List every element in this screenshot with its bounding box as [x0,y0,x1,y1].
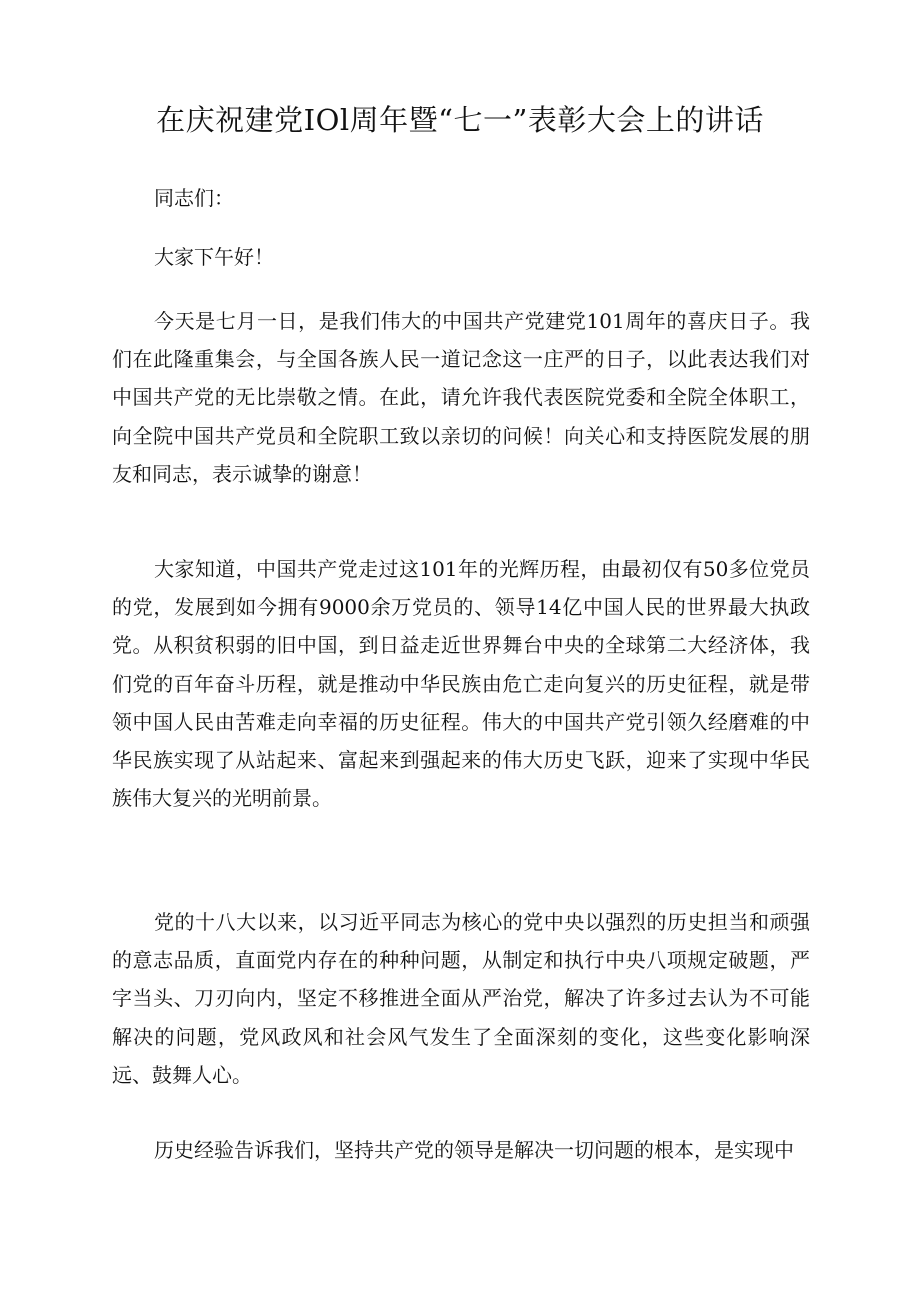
greeting: 大家下午好！ [154,245,274,269]
paragraph-3: 党的十八大以来，以习近平同志为核心的党中央以强烈的历史担当和顽强的意志品质，直面党内存在的种种问题，从制定和执行中央八项规定破题，严字当头、刀刃向内，坚定不移推进全面从严治党，解决了许多过去认为不可能解决的问题，党风政风和社会风气发生了全面深刻的变化，这些变化影响深远、鼓舞人心。 [112,910,810,1087]
paragraph-2: 大家知道，中国共产党走过这101年的光辉历程，由最初仅有50多位党员的党，发展到如今拥有9000余万党员的、领导14亿中国人民的世界最大执政党。从积贫积弱的旧中国，到日益走近世界舞台中央的全球第二大经济体，我们党的百年奋斗历程，就是推动中华民族由危亡走向复兴的历史征程，就是带领中国人民由苦难走向幸福的历史征程。伟大的中国共产党引领久经磨难的中华民族实现了从站起来、富起来到强起来的伟大历史飞跃，迎来了实现中华民族伟大复兴的光明前景。 [112,557,810,811]
paragraph-1: 今天是七月一日，是我们伟大的中国共产党建党101周年的喜庆日子。我们在此隆重集会，与全国各族人民一道记念这一庄严的日子，以此表达我们对中国共产党的无比崇敬之情。在此，请允许我代表医院党委和全院全体职工，向全院中国共产党员和全院职工致以亲切的问候！向关心和支持医院发展的朋友和同志，表示诚挚的谢意！ [112,309,810,486]
salutation: 同志们： [154,186,234,210]
document-title: 在庆祝建党IOl周年暨“七一”表彰大会上的讲话 [156,103,764,137]
paragraph-4: 历史经验告诉我们，坚持共产党的领导是解决一切问题的根本，是实现中 [154,1138,794,1162]
